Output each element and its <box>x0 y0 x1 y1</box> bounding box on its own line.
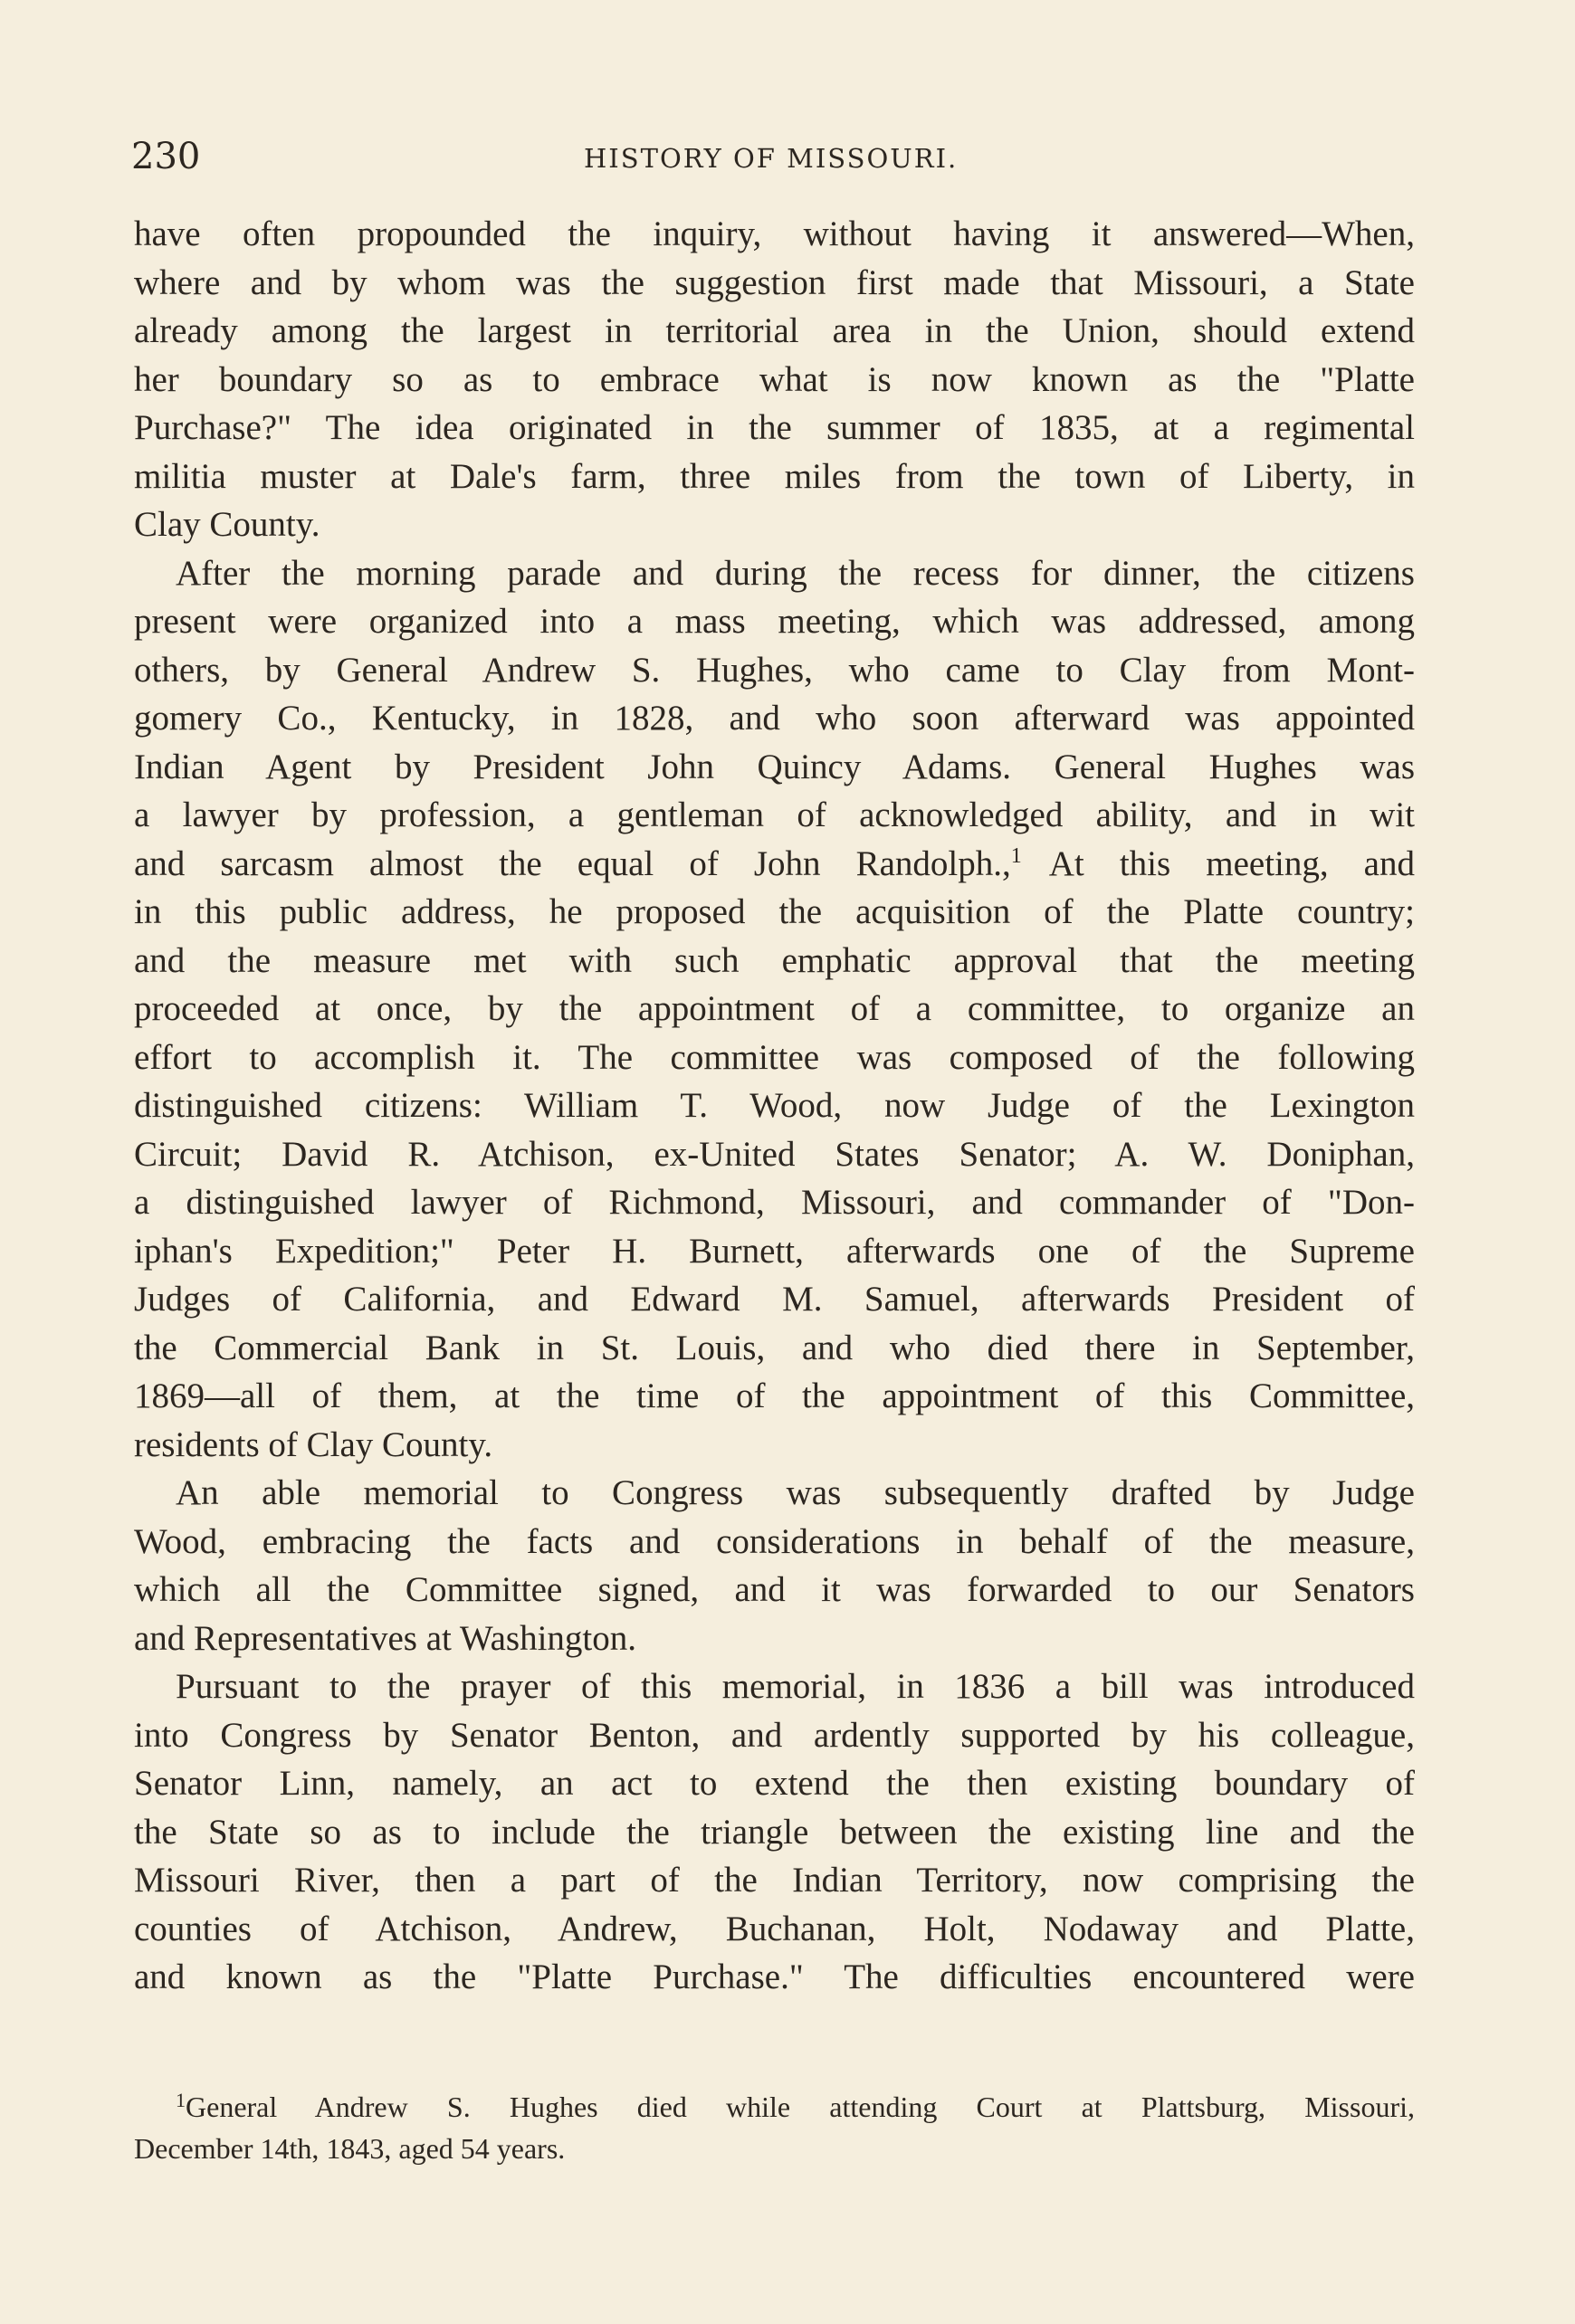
text-line: and the measure met with such emphatic approval that the meeting <box>134 940 1415 980</box>
text-line: militia muster at Dale's farm, three miles from the town of Liberty, in <box>134 456 1415 496</box>
text-line: Senator Linn, namely, an act to extend the then existing boundary of <box>134 1764 1415 1803</box>
text-line: in this public address, he proposed the acquisition of the Platte country; <box>134 892 1415 931</box>
text-line: After the morning parade and during the recess for dinner, the citizens <box>176 553 1415 593</box>
text-line: her boundary so as to embrace what is now known as the "Platte <box>134 359 1415 399</box>
text-line: Missouri River, then a part of the Indian Territory, now comprising the <box>134 1861 1415 1900</box>
footnote-reference: 1 <box>1010 843 1022 868</box>
paragraph-3 <box>134 1469 1415 1662</box>
page-header <box>131 136 1417 181</box>
footnote-line: December 14th, 1843, aged 54 years. <box>134 2132 566 2165</box>
text-line: have often propounded the inquiry, without having it answered—When, <box>134 214 1415 253</box>
text-line: a lawyer by profession, a gentleman of acknowledged ability, and in wit <box>134 795 1415 834</box>
text-line: others, by General Andrew S. Hughes, who came to Clay from Mont- <box>134 650 1415 690</box>
text-line: iphan's Expedition;" Peter H. Burnett, afterwards one of the Supreme <box>134 1231 1415 1271</box>
text-line: the State so as to include the triangle between the existing line and the <box>134 1812 1415 1852</box>
paragraph-2 <box>134 549 1415 1470</box>
text-line: Indian Agent by President John Quincy Adams. General Hughes was <box>134 747 1415 786</box>
footnote-text: General Andrew S. Hughes died while attending Court at Plattsburg, Missouri, <box>186 2091 1415 2123</box>
text-line: An able memorial to Congress was subsequently drafted by Judge <box>176 1473 1415 1512</box>
text-line: Pursuant to the prayer of this memorial, in 1836 a bill was introduced <box>176 1667 1415 1706</box>
text-line: effort to accomplish it. The committee was composed of the following <box>134 1037 1415 1077</box>
text-line: into Congress by Senator Benton, and ardently supported by his colleague, <box>134 1715 1415 1755</box>
footnote <box>134 2086 1415 2169</box>
text-line-with-footnote-ref <box>134 840 1415 889</box>
text-line: distinguished citizens: William T. Wood, now Judge of the Lexington <box>134 1086 1415 1125</box>
running-head: HISTORY OF MISSOURI. <box>584 143 959 174</box>
footnote-mark: 1 <box>176 2089 186 2111</box>
paragraph-1 <box>134 210 1415 549</box>
text-segment: and sarcasm almost the equal of John Randolph., <box>134 843 1011 883</box>
text-line: the Commercial Bank in St. Louis, and who died there in September, <box>134 1328 1415 1367</box>
body-text <box>134 210 1415 2002</box>
text-line: Clay County. <box>134 505 320 544</box>
text-line: which all the Committee signed, and it was forwarded to our Senators <box>134 1570 1415 1609</box>
text-line: counties of Atchison, Andrew, Buchanan, Holt, Nodaway and Platte, <box>134 1909 1415 1948</box>
text-line: gomery Co., Kentucky, in 1828, and who soon afterward was appointed <box>134 699 1415 738</box>
text-line: Wood, embracing the facts and considerations in behalf of the measure, <box>134 1521 1415 1561</box>
text-segment: At this meeting, and <box>1048 843 1415 883</box>
text-line: 1869—all of them, at the time of the appointment of this Committee, <box>134 1376 1415 1415</box>
text-line: Purchase?" The idea originated in the summer of 1835, at a regimental <box>134 408 1415 447</box>
text-line: proceeded at once, by the appointment of a committee, to organize an <box>134 989 1415 1028</box>
page-number: 230 <box>131 136 201 177</box>
text-line: Judges of California, and Edward M. Samuel, afterwards President of <box>134 1280 1415 1319</box>
text-line: and Representatives at Washington. <box>134 1618 637 1658</box>
text-line: where and by whom was the suggestion first made that Missouri, a State <box>134 262 1415 302</box>
text-line: residents of Clay County. <box>134 1424 493 1464</box>
text-line: and known as the "Platte Purchase." The difficulties encountered were <box>134 1957 1415 1996</box>
footnote-line <box>134 2086 1415 2128</box>
text-line: Circuit; David R. Atchison, ex-United States Senator; A. W. Doniphan, <box>134 1134 1415 1174</box>
text-line: already among the largest in territorial area in the Union, should extend <box>134 311 1415 350</box>
text-line: present were organized into a mass meeting, which was addressed, among <box>134 602 1415 641</box>
text-line: a distinguished lawyer of Richmond, Missouri, and commander of "Don- <box>134 1183 1415 1222</box>
paragraph-4 <box>134 1662 1415 2002</box>
